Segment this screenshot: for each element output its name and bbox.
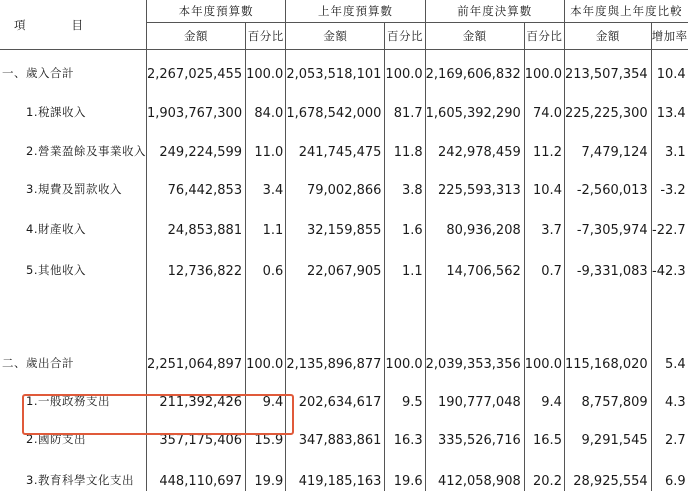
percent-cell <box>651 340 688 381</box>
percent-value: 11.8 <box>393 144 423 160</box>
amount-value: 32,159,855 <box>306 222 382 238</box>
percent-cell <box>385 340 425 381</box>
amount-cell <box>286 249 385 290</box>
row-label-cell <box>0 50 146 92</box>
amount-value: 22,067,905 <box>306 263 382 279</box>
amount-cell <box>146 170 245 208</box>
amount-value: 7,479,124 <box>581 144 648 160</box>
amount-cell <box>425 419 524 460</box>
percent-value: 19.9 <box>254 473 284 489</box>
amount-value: 347,883,861 <box>298 432 382 448</box>
amount-cell <box>146 50 245 92</box>
amount-value: 419,185,163 <box>298 473 382 489</box>
amount-value: 335,526,716 <box>438 432 521 448</box>
percent-cell <box>524 460 564 491</box>
percent-cell <box>246 290 286 340</box>
subheader-percent: 百分比 <box>246 23 286 50</box>
amount-value: 80,936,208 <box>446 222 521 238</box>
amount-cell <box>564 92 651 131</box>
percent-cell <box>246 208 286 249</box>
percent-cell <box>385 249 425 290</box>
percent-value: 11.0 <box>254 144 284 160</box>
amount-cell <box>564 381 651 419</box>
subheader-amount: 金額 <box>564 23 651 50</box>
percent-cell <box>385 92 425 131</box>
row-label-cell <box>0 131 146 170</box>
percent-cell <box>246 340 286 381</box>
table-row <box>0 340 688 381</box>
amount-value: 12,736,822 <box>167 263 243 279</box>
amount-value: 2,169,606,832 <box>425 67 521 82</box>
percent-value: 100.0 <box>246 67 284 82</box>
percent-cell <box>385 50 425 92</box>
row-label-cell <box>0 170 146 208</box>
percent-value: 11.2 <box>533 144 562 160</box>
amount-value: 211,392,426 <box>159 394 243 410</box>
percent-value: 100.0 <box>385 67 423 82</box>
row-label: 1.稅課收入 <box>26 104 86 119</box>
percent-value: 84.0 <box>254 105 284 121</box>
percent-cell <box>524 419 564 460</box>
row-label: 4.財產收入 <box>26 221 86 236</box>
percent-value: 6.9 <box>665 473 686 489</box>
table-row <box>0 50 688 92</box>
amount-cell <box>564 170 651 208</box>
amount-value: 1,605,392,290 <box>425 105 521 121</box>
highlight-box <box>22 394 294 435</box>
percent-value: 13.4 <box>656 105 686 121</box>
percent-value: 3.1 <box>665 144 686 160</box>
amount-cell <box>286 131 385 170</box>
percent-cell <box>651 131 688 170</box>
subheader-amount: 金額 <box>425 23 524 50</box>
percent-value: 19.6 <box>393 473 423 489</box>
amount-value: 2,053,518,101 <box>286 67 382 82</box>
amount-cell <box>564 460 651 491</box>
amount-cell <box>146 131 245 170</box>
percent-value: 3.7 <box>541 222 562 238</box>
percent-cell <box>246 92 286 131</box>
percent-cell <box>651 208 688 249</box>
percent-value: 81.7 <box>393 105 423 121</box>
amount-cell <box>564 340 651 381</box>
amount-cell <box>286 170 385 208</box>
amount-cell <box>564 50 651 92</box>
percent-value: 9.4 <box>262 394 284 410</box>
percent-cell <box>524 340 564 381</box>
table-row <box>0 131 688 170</box>
percent-cell <box>246 50 286 92</box>
percent-cell <box>651 249 688 290</box>
amount-value: 76,442,853 <box>167 182 243 198</box>
row-label: 2.營業盈餘及事業收入 <box>26 143 146 158</box>
percent-cell <box>246 131 286 170</box>
amount-value: 28,925,554 <box>573 473 648 489</box>
percent-value: 15.9 <box>254 432 284 448</box>
percent-cell <box>524 290 564 340</box>
amount-value: 8,757,809 <box>581 394 648 410</box>
table-row <box>0 249 688 290</box>
group-header-previous-budget: 上年度預算數 <box>286 0 425 23</box>
percent-cell <box>385 290 425 340</box>
row-label-cell <box>0 249 146 290</box>
amount-cell <box>146 249 245 290</box>
percent-value: 2.7 <box>665 432 686 448</box>
row-label-cell <box>0 340 146 381</box>
percent-cell <box>246 460 286 491</box>
subheader-percent: 百分比 <box>524 23 564 50</box>
percent-value: -3.2 <box>660 182 686 198</box>
amount-value: 79,002,866 <box>306 182 382 198</box>
percent-value: 9.4 <box>541 394 562 410</box>
amount-value: 2,135,896,877 <box>286 356 382 372</box>
percent-cell <box>246 249 286 290</box>
row-label: 1.一般政務支出 <box>26 393 110 408</box>
table-row <box>0 460 688 491</box>
amount-cell <box>146 460 245 491</box>
percent-cell <box>651 381 688 419</box>
row-label: 3.規費及罰款收入 <box>26 181 122 196</box>
subheader-amount: 金額 <box>146 23 245 50</box>
percent-value: 16.3 <box>393 432 423 448</box>
percent-cell <box>246 170 286 208</box>
percent-value: 1.1 <box>262 222 284 238</box>
percent-value: 4.3 <box>665 394 686 410</box>
percent-value: 100.0 <box>524 67 562 82</box>
percent-value: 20.2 <box>533 473 562 489</box>
percent-cell <box>385 131 425 170</box>
percent-value: 0.6 <box>262 263 284 279</box>
percent-value: 10.4 <box>656 67 686 82</box>
amount-cell <box>425 340 524 381</box>
percent-value: 16.5 <box>533 432 562 448</box>
percent-value: -42.3 <box>652 263 686 279</box>
row-label-cell <box>0 208 146 249</box>
amount-cell <box>564 208 651 249</box>
amount-cell <box>286 460 385 491</box>
amount-value: 225,593,313 <box>438 182 521 198</box>
percent-cell <box>524 92 564 131</box>
amount-value: 448,110,697 <box>159 473 243 489</box>
amount-cell <box>286 208 385 249</box>
amount-value: -9,331,083 <box>576 263 648 279</box>
amount-value: 24,853,881 <box>167 222 243 238</box>
amount-cell <box>286 381 385 419</box>
subheader-amount: 金額 <box>286 23 385 50</box>
amount-value: 2,039,353,356 <box>425 356 521 372</box>
amount-cell <box>146 208 245 249</box>
amount-value: 190,777,048 <box>438 394 521 410</box>
percent-value: 100.0 <box>524 356 562 372</box>
group-header-final-accounts: 前年度決算數 <box>425 0 564 23</box>
row-label: 二、歲出合計 <box>2 355 74 370</box>
amount-value: 225,225,300 <box>564 105 648 121</box>
percent-cell <box>385 170 425 208</box>
percent-value: 1.1 <box>401 263 423 279</box>
amount-cell <box>425 131 524 170</box>
amount-cell <box>564 290 651 340</box>
amount-value: 242,978,459 <box>438 144 521 160</box>
amount-value: 202,634,617 <box>298 394 382 410</box>
percent-value: 3.8 <box>401 182 423 198</box>
percent-cell <box>524 208 564 249</box>
percent-value: 3.4 <box>262 182 284 198</box>
amount-cell <box>286 340 385 381</box>
amount-cell <box>286 92 385 131</box>
percent-value: 100.0 <box>385 356 423 372</box>
amount-value: 241,745,475 <box>298 144 382 160</box>
amount-cell <box>286 50 385 92</box>
amount-cell <box>286 419 385 460</box>
table-row <box>0 92 688 131</box>
subheader-percent: 百分比 <box>385 23 425 50</box>
amount-value: 115,168,020 <box>564 356 648 372</box>
percent-cell <box>524 50 564 92</box>
amount-cell <box>564 249 651 290</box>
percent-value: 0.7 <box>541 263 562 279</box>
group-header-comparison: 本年度與上年度比較 <box>564 0 687 23</box>
percent-cell <box>385 381 425 419</box>
amount-cell <box>425 92 524 131</box>
amount-cell <box>286 290 385 340</box>
amount-cell <box>425 50 524 92</box>
amount-value: -7,305,974 <box>576 222 648 238</box>
row-label-cell <box>0 460 146 491</box>
percent-value: 5.4 <box>665 356 686 372</box>
amount-value: 357,175,406 <box>159 432 243 448</box>
percent-value: -22.7 <box>652 222 686 238</box>
amount-cell <box>425 249 524 290</box>
row-label-cell <box>0 92 146 131</box>
item-label-right: 目 <box>71 17 84 32</box>
amount-cell <box>425 460 524 491</box>
amount-value: 14,706,562 <box>446 263 521 279</box>
header-row-groups <box>0 0 688 23</box>
percent-cell <box>651 460 688 491</box>
row-label: 3.教育科學文化支出 <box>26 472 134 487</box>
percent-cell <box>524 131 564 170</box>
percent-cell <box>385 208 425 249</box>
item-column-header <box>0 0 146 50</box>
table-row <box>0 170 688 208</box>
percent-cell <box>385 460 425 491</box>
amount-value: 249,224,599 <box>159 144 243 160</box>
amount-value: 9,291,545 <box>581 432 648 448</box>
percent-cell <box>524 249 564 290</box>
amount-value: 412,058,908 <box>438 473 521 489</box>
amount-cell <box>425 290 524 340</box>
amount-value: 2,251,064,897 <box>146 356 243 372</box>
group-header-current-budget: 本年度預算數 <box>146 0 285 23</box>
amount-cell <box>425 208 524 249</box>
amount-cell <box>425 381 524 419</box>
percent-value: 100.0 <box>246 356 284 372</box>
percent-cell <box>524 381 564 419</box>
table-row <box>0 290 688 340</box>
amount-cell <box>146 290 245 340</box>
percent-cell <box>651 290 688 340</box>
amount-value: 1,678,542,000 <box>286 105 382 121</box>
amount-cell <box>146 92 245 131</box>
percent-cell <box>651 50 688 92</box>
amount-cell <box>564 419 651 460</box>
subheader-increase-rate: 增加率 <box>651 23 688 50</box>
amount-value: 2,267,025,455 <box>146 67 243 82</box>
row-label-cell <box>0 290 146 340</box>
amount-value: 1,903,767,300 <box>146 105 243 121</box>
percent-cell <box>524 170 564 208</box>
row-label: 一、歲入合計 <box>2 66 74 80</box>
amount-value: 213,507,354 <box>564 67 648 82</box>
percent-cell <box>651 419 688 460</box>
row-label: 5.其他收入 <box>26 262 86 277</box>
percent-cell <box>651 92 688 131</box>
percent-value: 10.4 <box>533 182 562 198</box>
percent-cell <box>651 170 688 208</box>
percent-value: 74.0 <box>533 105 562 121</box>
item-label-left: 項 <box>14 17 27 32</box>
percent-value: 9.5 <box>401 394 423 410</box>
percent-cell <box>385 419 425 460</box>
amount-cell <box>146 340 245 381</box>
amount-cell <box>425 170 524 208</box>
amount-value: -2,560,013 <box>576 182 648 198</box>
table-row <box>0 208 688 249</box>
row-label: 2.國防支出 <box>26 431 86 446</box>
percent-value: 1.6 <box>401 222 423 238</box>
amount-cell <box>564 131 651 170</box>
